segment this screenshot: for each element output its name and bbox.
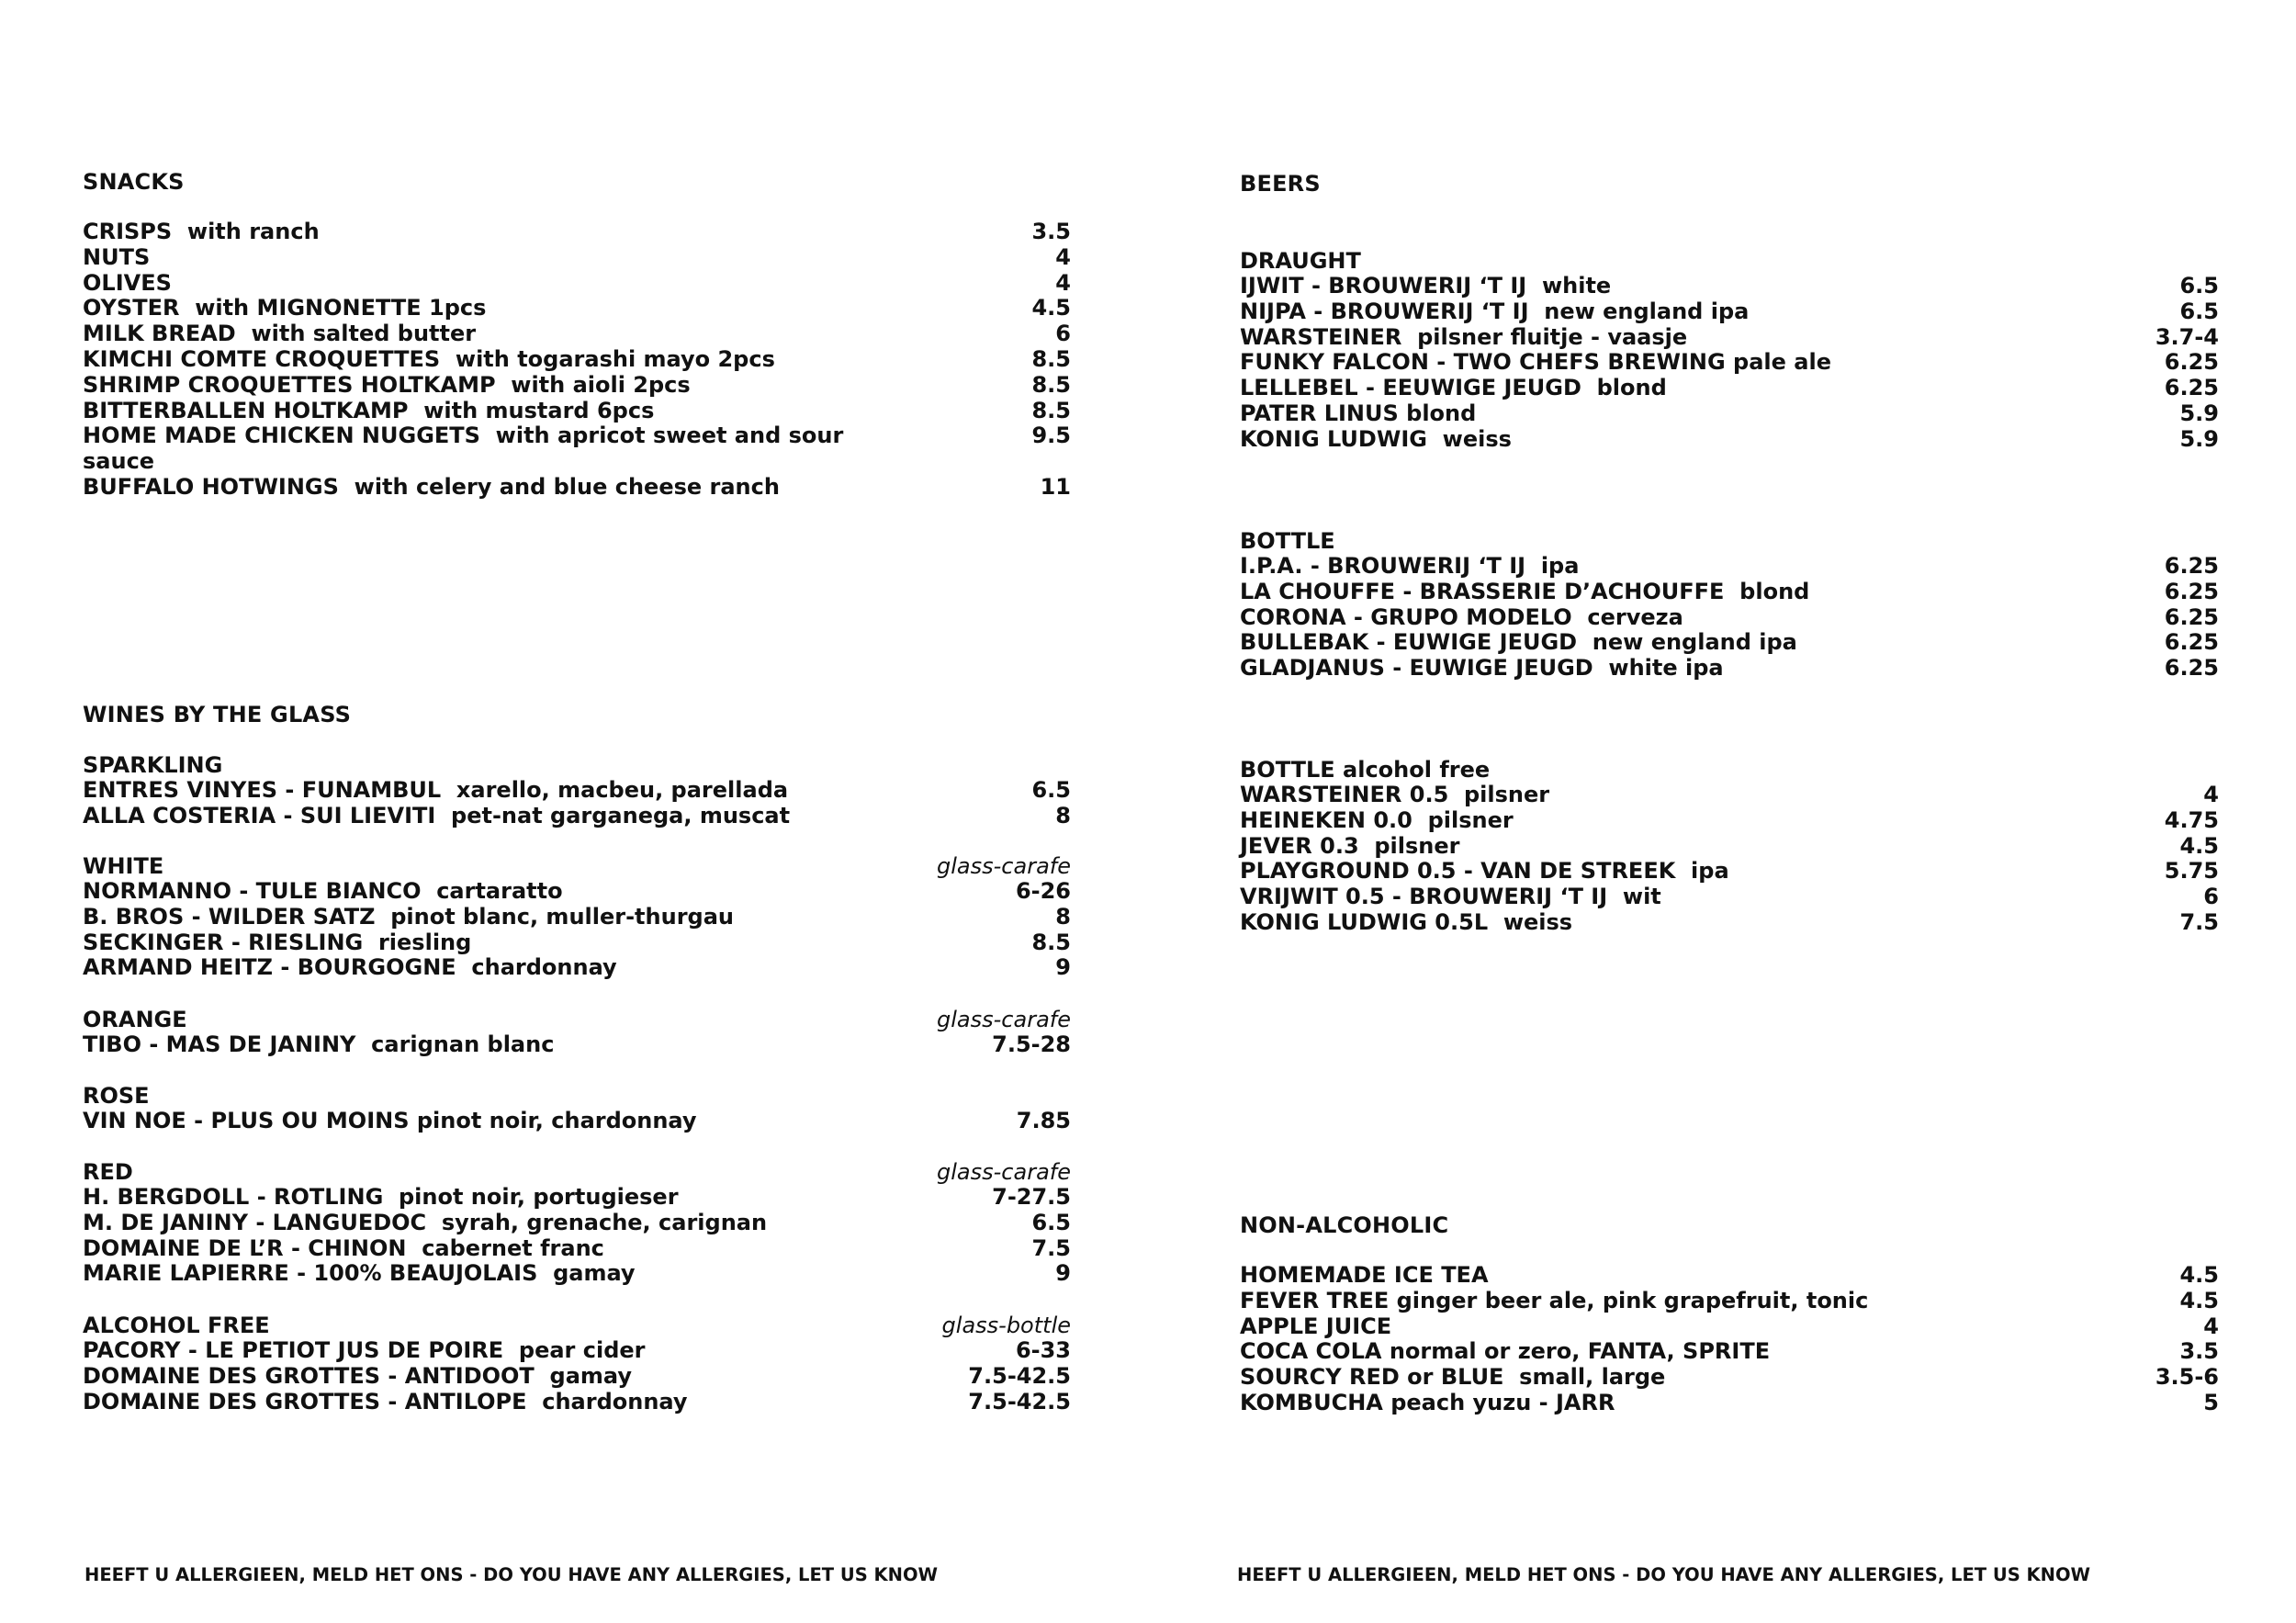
menu-item	[83, 930, 1071, 956]
menu-item	[1240, 580, 2219, 605]
group-title: SPARKLING	[83, 752, 223, 778]
item-price: 5.9	[2179, 400, 2219, 426]
item-name: GLADJANUS - EUWIGE JEUGD	[1240, 655, 1593, 682]
item-name: OLIVES	[83, 269, 172, 296]
item-price: 3.5-6	[2155, 1364, 2219, 1391]
menu-item	[83, 423, 1071, 475]
menu-item	[1240, 1314, 2219, 1340]
item-price: 8	[1055, 903, 1071, 930]
item-desc: weiss	[1503, 908, 1573, 935]
item-name: SOURCY RED or BLUE	[1240, 1364, 1504, 1391]
item-desc: chardonnay	[471, 954, 617, 981]
item-name: CORONA - GRUPO MODELO	[1240, 603, 1572, 630]
menu-item	[83, 475, 1071, 501]
menu-item	[83, 955, 1071, 981]
item-price: 9	[1055, 1260, 1071, 1287]
item-price: 6.25	[2164, 349, 2219, 376]
item-price: 8.5	[1031, 397, 1071, 423]
group-title: BOTTLE	[1240, 528, 1335, 554]
menu-item	[83, 399, 1071, 424]
menu-item	[1240, 808, 2219, 834]
item-price: 6.25	[2164, 375, 2219, 401]
item-name: BUFFALO HOTWINGS	[83, 473, 339, 500]
wines-section	[83, 702, 1071, 727]
item-desc: peach yuzu - JARR	[1390, 1389, 1615, 1415]
item-price: 6.5	[1031, 777, 1071, 803]
menu-item	[83, 1261, 1071, 1287]
item-desc: blond	[1596, 375, 1667, 401]
allergy-notice-left: HEEFT U ALLERGIEEN, MELD HET ONS - DO YOU HAVE ANY ALLERGIES, LET US KNOW	[84, 1564, 939, 1585]
group-title: WHITE	[83, 853, 164, 879]
menu-item	[1240, 885, 2219, 910]
item-desc: with celery and blue cheese ranch	[354, 473, 780, 500]
item-price: 7-27.5	[992, 1184, 1071, 1210]
menu-item	[1240, 1289, 2219, 1314]
group-title: ORANGE	[83, 1007, 187, 1032]
menu-item	[1240, 554, 2219, 580]
group-title: ROSE	[83, 1083, 150, 1109]
item-name: COCA COLA	[1240, 1338, 1382, 1365]
item-price: 6.25	[2164, 603, 2219, 630]
item-name: SECKINGER - RIESLING	[83, 929, 364, 955]
item-price: 4	[1055, 243, 1071, 270]
item-desc: pinot blanc, muller-thurgau	[390, 903, 734, 930]
item-price: 5	[2203, 1389, 2219, 1415]
wine-group-alcohol-free	[83, 1313, 1071, 1414]
menu-item	[1240, 1391, 2219, 1416]
item-desc: pilsner fluitje - vaasje	[1417, 323, 1688, 350]
item-desc: ginger beer ale, pink grapefruit, tonic	[1396, 1287, 1869, 1313]
group-title: BOTTLE alcohol free	[1240, 757, 1491, 783]
item-price: 4.5	[2179, 1262, 2219, 1288]
item-desc: cabernet franc	[422, 1234, 604, 1261]
menu-item	[1240, 1263, 2219, 1289]
item-desc: gamay	[549, 1362, 632, 1389]
menu-item	[83, 905, 1071, 930]
section-title-wines: WINES BY THE GLASS	[83, 702, 352, 727]
menu-item	[83, 1236, 1071, 1262]
item-name: DOMAINE DES GROTTES - ANTIDOOT	[83, 1362, 535, 1389]
item-price: 4	[2203, 1313, 2219, 1339]
allergy-notice-right: HEEFT U ALLERGIEEN, MELD HET ONS - DO YOU HAVE ANY ALLERGIES, LET US KNOW	[1237, 1564, 2091, 1585]
item-desc: blond	[1406, 400, 1477, 426]
item-desc: xarello, macbeu, parellada	[456, 777, 789, 803]
menu-item	[1240, 910, 2219, 936]
item-price: 6.25	[2164, 578, 2219, 604]
menu-item	[83, 1109, 1071, 1134]
item-desc: pilsner	[1374, 832, 1460, 859]
beer-group-bottle-alcohol-free	[1240, 757, 2219, 936]
item-name: NORMANNO - TULE BIANCO	[83, 878, 422, 904]
wine-group-sparkling	[83, 752, 1071, 829]
item-desc: with togarashi mayo 2pcs	[455, 345, 775, 372]
item-name: DOMAINE DES GROTTES - ANTILOPE	[83, 1388, 527, 1414]
item-desc: cerveza	[1587, 603, 1683, 630]
item-desc: pinot noir, chardonnay	[416, 1108, 697, 1133]
item-price: 7.5-42.5	[968, 1362, 1071, 1389]
menu-item	[83, 879, 1071, 905]
beers-section	[1240, 171, 2219, 197]
item-price: 6.25	[2164, 655, 2219, 682]
wine-group-red	[83, 1159, 1071, 1287]
group-price-header: glass-carafe	[937, 853, 1071, 879]
item-name: SHRIMP CROQUETTES HOLTKAMP	[83, 371, 496, 398]
item-desc: pale ale	[1733, 349, 1831, 376]
item-desc: small, large	[1519, 1364, 1666, 1391]
item-desc: white ipa	[1608, 655, 1724, 682]
menu-item	[83, 1364, 1071, 1390]
item-name: MILK BREAD	[83, 321, 236, 347]
item-desc: with salted butter	[251, 321, 477, 347]
menu-item	[1240, 1339, 2219, 1365]
item-price: 11	[1040, 473, 1071, 500]
menu-item	[83, 321, 1071, 347]
section-title-snacks: SNACKS	[83, 169, 185, 195]
item-name: WARSTEINER	[1240, 323, 1402, 350]
item-price: 8.5	[1031, 345, 1071, 372]
item-desc: weiss	[1442, 425, 1512, 452]
item-desc: with ranch	[186, 219, 320, 244]
menu-item	[83, 804, 1071, 829]
item-name: NUTS	[83, 243, 151, 270]
item-name: HEINEKEN 0.0	[1240, 806, 1412, 833]
item-desc: pilsner	[1463, 782, 1550, 807]
item-desc: gamay	[553, 1260, 636, 1287]
item-price: 6	[2203, 884, 2219, 910]
menu-item	[1240, 605, 2219, 631]
item-desc: pear cider	[518, 1337, 646, 1363]
section-title-beers: BEERS	[1240, 171, 1321, 197]
menu-item	[83, 1390, 1071, 1415]
item-desc: chardonnay	[542, 1388, 688, 1414]
item-name: ENTRES VINYES - FUNAMBUL	[83, 777, 442, 803]
item-price: 3.5	[2179, 1338, 2219, 1365]
menu-item	[1240, 427, 2219, 453]
item-name: PATER LINUS	[1240, 400, 1399, 426]
item-desc: wit	[1622, 884, 1661, 910]
menu-item	[1240, 401, 2219, 427]
item-name: HOME MADE CHICKEN NUGGETS	[83, 423, 480, 449]
menu-item	[1240, 783, 2219, 808]
item-price: 7.85	[1016, 1108, 1071, 1133]
item-name: MARIE LAPIERRE - 100% BEAUJOLAIS	[83, 1260, 538, 1287]
item-price: 8.5	[1031, 371, 1071, 398]
menu-item	[83, 1032, 1071, 1058]
item-price: 6.25	[2164, 629, 2219, 656]
item-price: 8.5	[1031, 929, 1071, 955]
item-desc: white	[1541, 273, 1612, 299]
wine-group-rose	[83, 1083, 1071, 1134]
item-name: FUNKY FALCON - TWO CHEFS BREWING	[1240, 349, 1726, 376]
beer-group-draught	[1240, 248, 2219, 453]
item-name: KIMCHI COMTE CROQUETTES	[83, 345, 441, 372]
item-price: 8	[1055, 802, 1071, 828]
menu-item	[83, 220, 1071, 245]
item-name: HOMEMADE ICE TEA	[1240, 1262, 1489, 1288]
item-price: 5.75	[2164, 858, 2219, 885]
item-desc: with MIGNONETTE 1pcs	[195, 295, 487, 321]
group-title: RED	[83, 1159, 133, 1185]
item-name: PACORY - LE PETIOT JUS DE POIRE	[83, 1337, 504, 1363]
menu-item	[83, 373, 1071, 399]
item-price: 3.5	[1031, 219, 1071, 244]
item-desc: blond	[1739, 578, 1810, 604]
menu-item	[1240, 630, 2219, 656]
item-desc: ipa	[1691, 858, 1729, 885]
item-price: 9.5	[1031, 423, 1071, 449]
menu-item	[1240, 656, 2219, 682]
item-name: KONIG LUDWIG 0.5L	[1240, 908, 1489, 935]
wine-group-white	[83, 853, 1071, 981]
menu-item	[1240, 274, 2219, 299]
item-price: 3.7-4	[2155, 323, 2219, 350]
menu-item	[83, 347, 1071, 373]
item-price: 7.5-28	[992, 1031, 1071, 1057]
item-price: 6	[1055, 321, 1071, 347]
item-name: BULLEBAK - EUWIGE JEUGD	[1240, 629, 1578, 656]
item-name: B. BROS - WILDER SATZ	[83, 903, 376, 930]
item-desc: ipa	[1540, 553, 1580, 579]
section-title-non-alcoholic: NON-ALCOHOLIC	[1240, 1212, 1449, 1238]
item-desc: pinot noir, portugieser	[399, 1184, 679, 1210]
menu-item	[83, 1211, 1071, 1236]
item-name: APPLE JUICE	[1240, 1313, 1392, 1339]
item-price: 6.5	[2179, 298, 2219, 324]
item-price: 6.5	[1031, 1209, 1071, 1235]
snacks-section	[83, 169, 1071, 501]
item-desc: carignan blanc	[371, 1031, 555, 1057]
menu-item	[1240, 376, 2219, 401]
item-price: 6.25	[2164, 553, 2219, 579]
item-price: 7.5	[2179, 908, 2219, 935]
item-name: PLAYGROUND 0.5 - VAN DE STREEK	[1240, 858, 1676, 885]
item-desc: pet-nat garganega, muscat	[451, 802, 791, 828]
item-desc: with mustard 6pcs	[423, 397, 655, 423]
group-price-header: glass-carafe	[937, 1159, 1071, 1185]
menu-item	[83, 296, 1071, 321]
item-price: 9	[1055, 954, 1071, 981]
menu-item	[83, 245, 1071, 271]
item-price: 7.5	[1031, 1234, 1071, 1261]
item-name: TIBO - MAS DE JANINY	[83, 1031, 356, 1057]
item-name: JEVER 0.3	[1240, 832, 1359, 859]
group-price-header: glass-carafe	[937, 1007, 1071, 1032]
item-desc: normal or zero, FANTA, SPRITE	[1389, 1338, 1771, 1365]
menu-item	[83, 1338, 1071, 1364]
item-name: CRISPS	[83, 219, 173, 244]
beer-group-bottle	[1240, 528, 2219, 682]
item-desc: new england ipa	[1592, 629, 1797, 656]
item-desc: new england ipa	[1544, 298, 1750, 324]
item-desc: with aioli 2pcs	[511, 371, 691, 398]
menu-item	[1240, 1365, 2219, 1391]
item-name: LA CHOUFFE - BRASSERIE D’ACHOUFFE	[1240, 578, 1725, 604]
menu-item	[1240, 325, 2219, 351]
item-desc: pilsner	[1427, 806, 1514, 833]
item-price: 4	[2203, 782, 2219, 807]
item-desc: riesling	[377, 929, 472, 955]
item-name: ALLA COSTERIA - SUI LIEVITI	[83, 802, 436, 828]
item-price: 4.5	[1031, 295, 1071, 321]
item-price: 7.5-42.5	[968, 1388, 1071, 1414]
item-desc: with apricot sweet and sour sauce	[83, 423, 844, 475]
item-name: VIN NOE - PLUS OU MOINS	[83, 1108, 410, 1133]
item-price: 6-33	[1015, 1337, 1071, 1363]
menu-item	[1240, 859, 2219, 885]
non-alcoholic-section	[1240, 1212, 2219, 1416]
item-price: 4	[1055, 269, 1071, 296]
item-desc: syrah, grenache, carignan	[441, 1209, 768, 1235]
item-name: NIJPA - BROUWERIJ ‘T IJ	[1240, 298, 1529, 324]
item-name: M. DE JANINY - LANGUEDOC	[83, 1209, 427, 1235]
item-name: I.P.A. - BROUWERIJ ‘T IJ	[1240, 553, 1526, 579]
menu-item	[1240, 834, 2219, 860]
item-price: 5.9	[2179, 425, 2219, 452]
wine-group-orange	[83, 1007, 1071, 1058]
item-name: BITTERBALLEN HOLTKAMP	[83, 397, 409, 423]
menu-item	[1240, 299, 2219, 325]
item-price: 4.75	[2164, 806, 2219, 833]
item-price: 6-26	[1015, 878, 1071, 904]
item-price: 6.5	[2179, 273, 2219, 299]
group-price-header: glass-bottle	[941, 1313, 1071, 1338]
item-name: LELLEBEL - EEUWIGE JEUGD	[1240, 375, 1581, 401]
item-price: 4.5	[2179, 832, 2219, 859]
menu-item	[83, 1185, 1071, 1211]
item-name: VRIJWIT 0.5 - BROUWERIJ ‘T IJ	[1240, 884, 1608, 910]
item-name: FEVER TREE	[1240, 1287, 1390, 1313]
item-name: ARMAND HEITZ - BOURGOGNE	[83, 954, 456, 981]
item-name: OYSTER	[83, 295, 180, 321]
item-name: KOMBUCHA	[1240, 1389, 1383, 1415]
item-name: IJWIT - BROUWERIJ ‘T IJ	[1240, 273, 1527, 299]
menu-item	[83, 271, 1071, 297]
menu-item	[83, 778, 1071, 804]
item-name: WARSTEINER 0.5	[1240, 782, 1449, 807]
item-name: H. BERGDOLL - ROTLING	[83, 1184, 384, 1210]
group-title: ALCOHOL FREE	[83, 1313, 270, 1338]
item-price: 4.5	[2179, 1287, 2219, 1313]
menu-item	[1240, 350, 2219, 376]
group-title: DRAUGHT	[1240, 248, 1361, 274]
item-name: DOMAINE DE L’R - CHINON	[83, 1234, 407, 1261]
item-desc: cartaratto	[436, 878, 563, 904]
item-name: KONIG LUDWIG	[1240, 425, 1427, 452]
